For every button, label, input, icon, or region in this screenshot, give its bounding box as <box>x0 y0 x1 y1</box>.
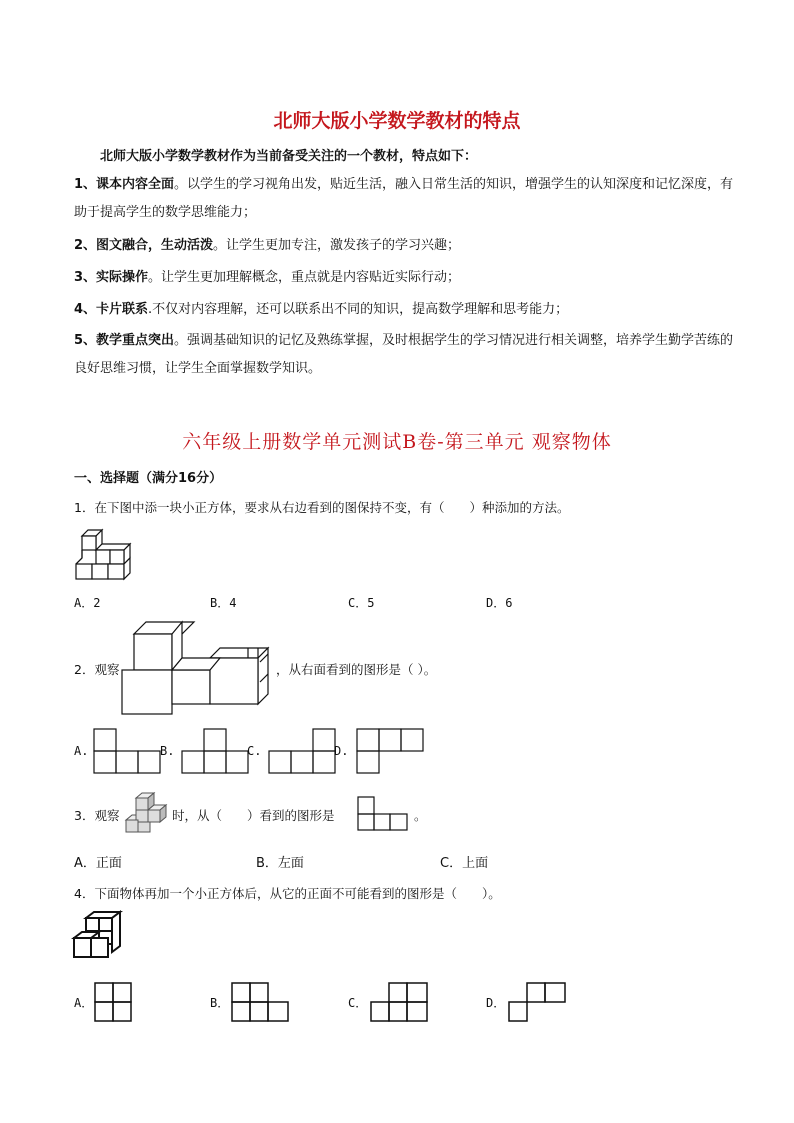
feature-label: 3、实际操作 <box>74 270 149 285</box>
article-title: 北师大版小学数学教材的特点 <box>273 110 521 132</box>
question-4-text: 4．下面物体再加一个小正方体后，从它的正面不可能看到的图形是（ ）。 <box>74 886 501 901</box>
feature-label: 5、教学重点突出 <box>74 333 175 348</box>
feature-text: 。让学生更加理解概念，重点就是内容贴近实际行动； <box>148 270 461 285</box>
feature-text: .不仅对内容理解，还可以联系出不同的知识，提高数学理解和思考能力； <box>148 302 569 317</box>
feature-item-3 <box>74 264 734 292</box>
q3-option-a[interactable]: A．正面 <box>74 856 122 871</box>
feature-item-4 <box>74 296 734 324</box>
q4-option-d[interactable]: D． <box>486 996 506 1010</box>
question-3-mid: 时，从（ ）看到的图形是 <box>172 808 335 823</box>
q4-cube-figure <box>72 910 124 960</box>
q4-option-c-figure <box>370 982 428 1022</box>
question-2-prefix: 2．观察 <box>74 662 120 677</box>
q2-option-d-figure <box>356 728 424 774</box>
q1-option-c[interactable]: C．5 <box>348 596 375 610</box>
q2-option-b-figure <box>181 728 249 774</box>
q2-option-c[interactable]: C. <box>247 744 262 758</box>
q1-option-b[interactable]: B．4 <box>210 596 237 610</box>
question-1-text: 1．在下图中添一块小正方体，要求从右边看到的图保持不变，有（ ）种添加的方法。 <box>74 500 570 515</box>
question-2-suffix: ，从右面看到的图形是（ ）。 <box>276 662 437 677</box>
feature-text: 。以学生的学习视角出发，贴近生活，融入日常生活的知识，增强学生的认知深度和记忆深度，有助于提高学生的数学思维能力； <box>74 177 734 220</box>
feature-text: 。让学生更加专注，激发孩子的学习兴趣； <box>213 238 461 253</box>
q2-cube-figure <box>120 620 272 716</box>
feature-label: 1、课本内容全面 <box>74 177 175 192</box>
feature-text: 。强调基础知识的记忆及熟练掌握，及时根据学生的学习情况进行相关调整，培养学生勤学苦练的良好思维习惯，让学生全面掌握数学知识。 <box>74 333 734 376</box>
feature-item-1 <box>74 171 734 227</box>
feature-label: 2、图文融合，生动活泼 <box>74 238 214 253</box>
q3-option-b[interactable]: B．左面 <box>256 856 304 871</box>
q4-option-a[interactable]: A． <box>74 996 94 1010</box>
q3-cube-figure <box>124 792 170 836</box>
question-3-suffix: 。 <box>414 808 427 823</box>
q2-option-b[interactable]: B. <box>160 744 175 758</box>
q1-cube-figure <box>74 528 144 582</box>
feature-item-2 <box>74 232 734 260</box>
feature-label: 4、卡片联系 <box>74 302 149 317</box>
q2-option-a-figure <box>93 728 161 774</box>
q2-option-c-figure <box>268 728 336 774</box>
q4-option-d-figure <box>508 982 566 1022</box>
article-intro: 北师大版小学数学教材作为当前备受关注的一个教材，特点如下： <box>100 149 478 164</box>
q4-option-a-figure <box>94 982 132 1022</box>
q4-option-c[interactable]: C． <box>348 996 368 1010</box>
q4-option-b[interactable]: B． <box>210 996 230 1010</box>
q3-view-figure <box>357 796 409 832</box>
q1-option-a[interactable]: A．2 <box>74 596 101 610</box>
feature-item-5 <box>74 327 734 383</box>
q4-option-b-figure <box>231 982 289 1022</box>
q3-option-c[interactable]: C．上面 <box>440 856 489 871</box>
question-3-prefix: 3．观察 <box>74 808 120 823</box>
section-heading: 一、选择题（满分16分） <box>74 471 223 486</box>
exam-title: 六年级上册数学单元测试B卷-第三单元 观察物体 <box>182 431 612 453</box>
q2-option-a[interactable]: A. <box>74 744 89 758</box>
q1-option-d[interactable]: D．6 <box>486 596 513 610</box>
q2-option-d[interactable]: D. <box>334 744 349 758</box>
